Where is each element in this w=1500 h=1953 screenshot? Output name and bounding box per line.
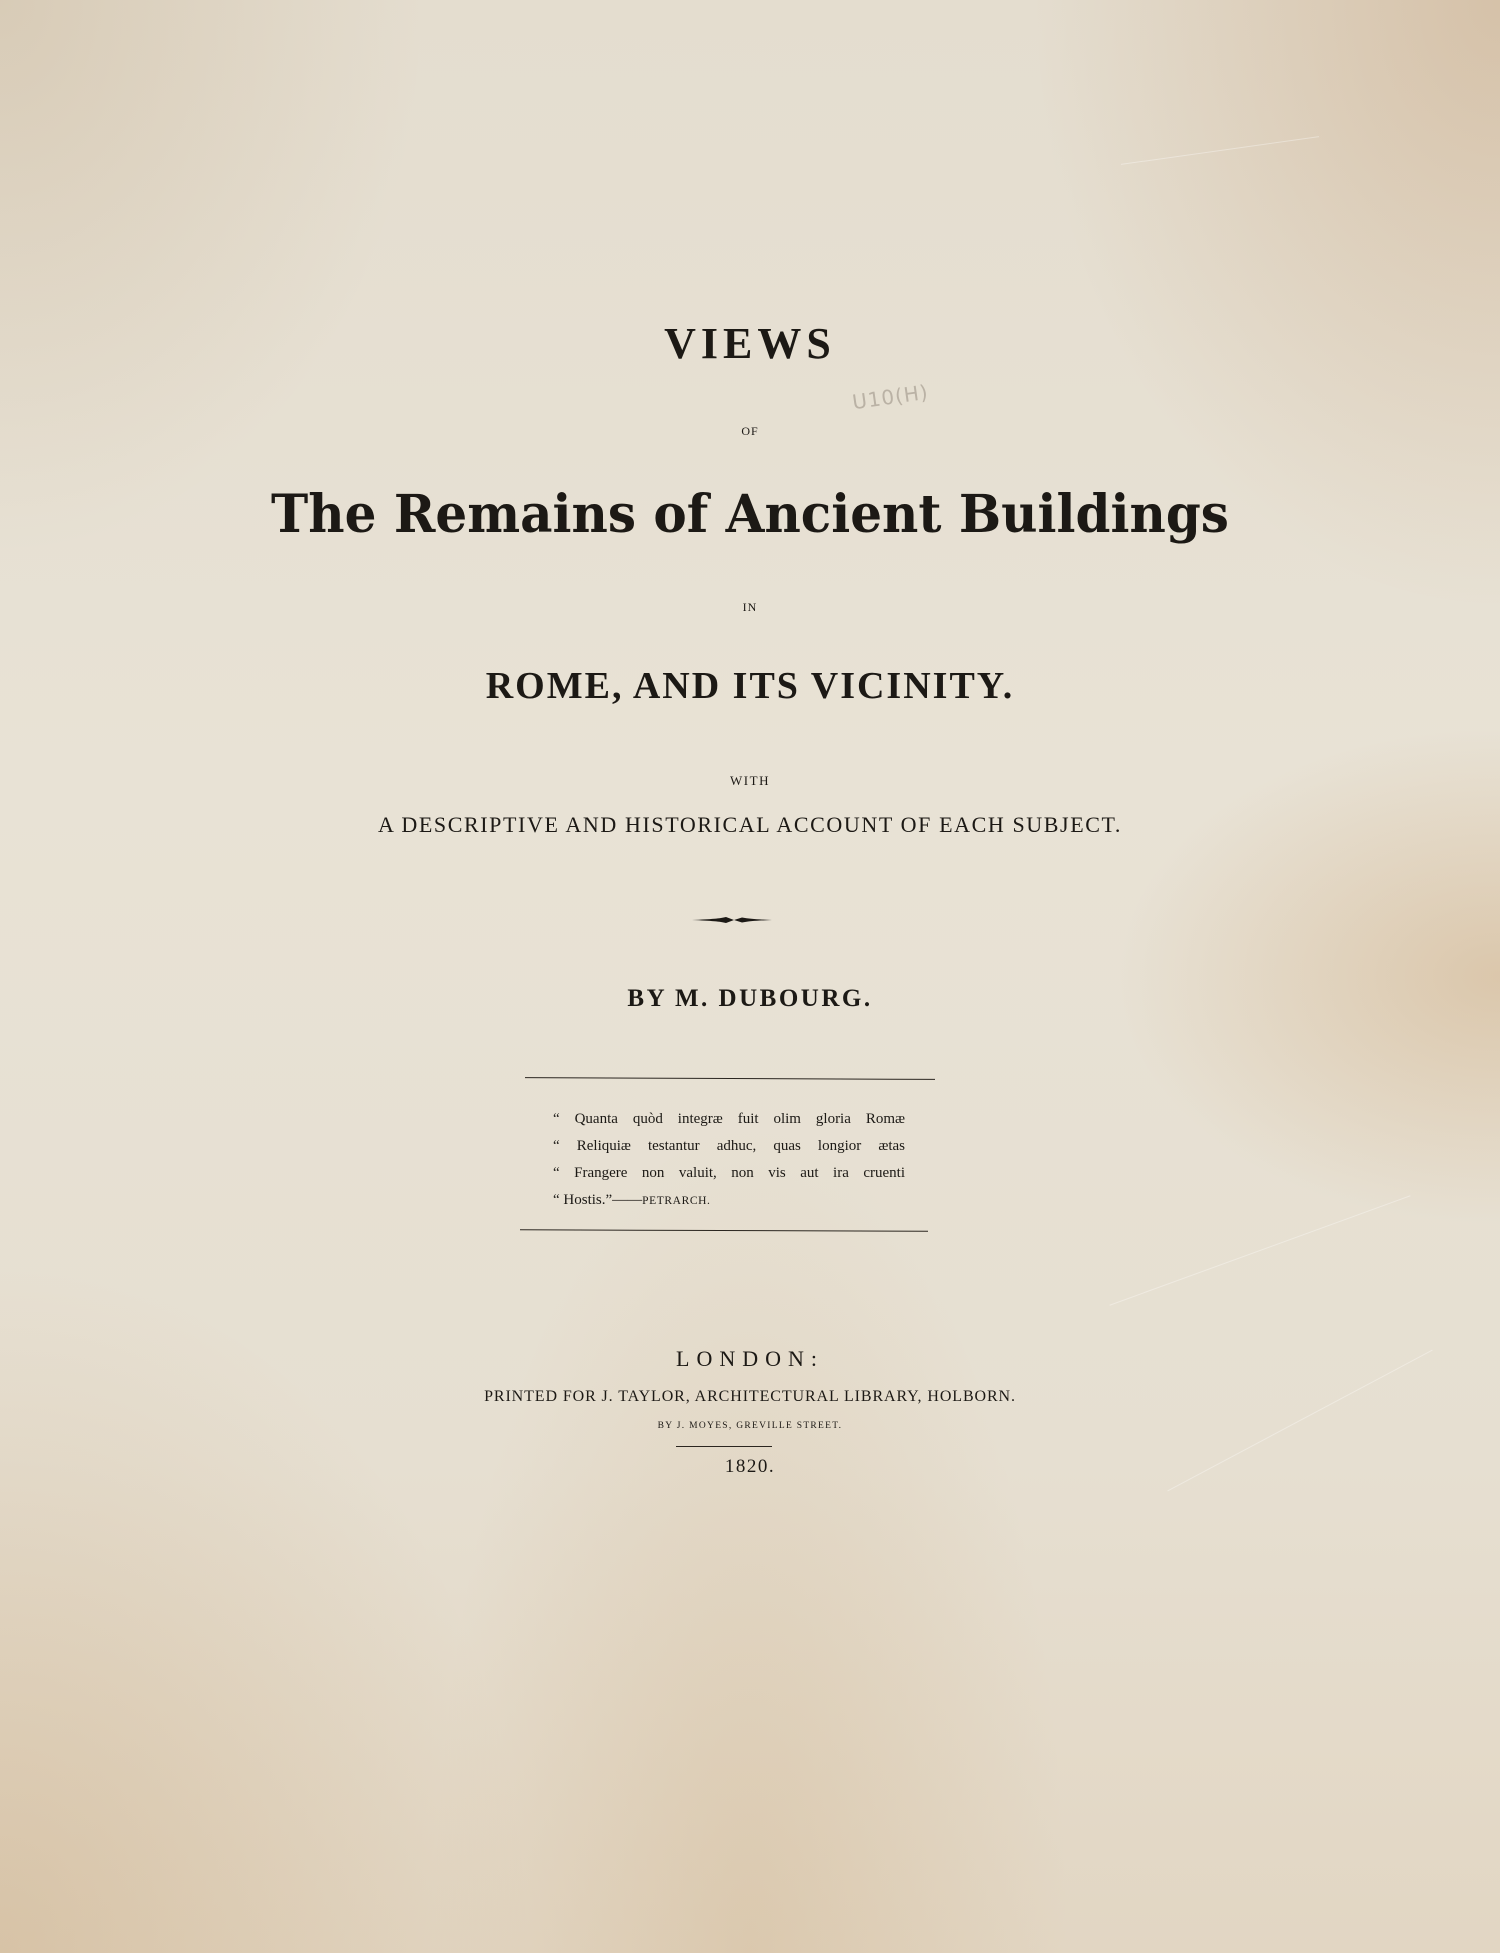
- epigraph-line: “ Frangere non valuit, non vis aut ira cruenti: [553, 1165, 905, 1181]
- author-line: BY M. DUBOURG.: [627, 985, 873, 1012]
- title-subject: The Remains of Ancient Buildings: [271, 482, 1229, 545]
- title-place: ROME, AND ITS VICINITY.: [485, 665, 1015, 707]
- imprint-rule: [676, 1446, 772, 1447]
- epigraph-rule-top: [525, 1077, 935, 1080]
- epigraph-line: “ Quanta quòd integræ fuit olim gloria Romæ: [553, 1111, 905, 1127]
- imprint-printer: BY J. MOYES, GREVILLE STREET.: [657, 1421, 843, 1431]
- paper-scratch: [1121, 136, 1319, 165]
- title-description: A DESCRIPTIVE AND HISTORICAL ACCOUNT OF EACH SUBJECT.: [377, 812, 1123, 837]
- paper-scratch: [1109, 1195, 1410, 1305]
- epigraph-line: “ Reliquiæ testantur adhuc, quas longior ætas: [553, 1138, 905, 1154]
- epigraph-rule-bottom: [520, 1229, 928, 1231]
- epigraph: [553, 1106, 905, 1215]
- epigraph-last-line: [553, 1187, 905, 1215]
- connector-of: OF: [741, 424, 759, 438]
- title-views: VIEWS: [664, 319, 836, 368]
- connector-with: WITH: [730, 773, 770, 788]
- epigraph-attribution: PETRARCH.: [642, 1195, 711, 1207]
- imprint-year: 1820.: [724, 1456, 776, 1477]
- ornament-icon: [692, 912, 772, 928]
- connector-in: IN: [742, 600, 758, 614]
- epigraph-line: “ Hostis.”——: [553, 1192, 643, 1208]
- pencil-annotation: U10(H): [850, 379, 931, 415]
- imprint-city: LONDON:: [676, 1346, 824, 1371]
- imprint-printed-for: PRINTED FOR J. TAYLOR, ARCHITECTURAL LIBRARY, HOLBORN.: [484, 1388, 1016, 1405]
